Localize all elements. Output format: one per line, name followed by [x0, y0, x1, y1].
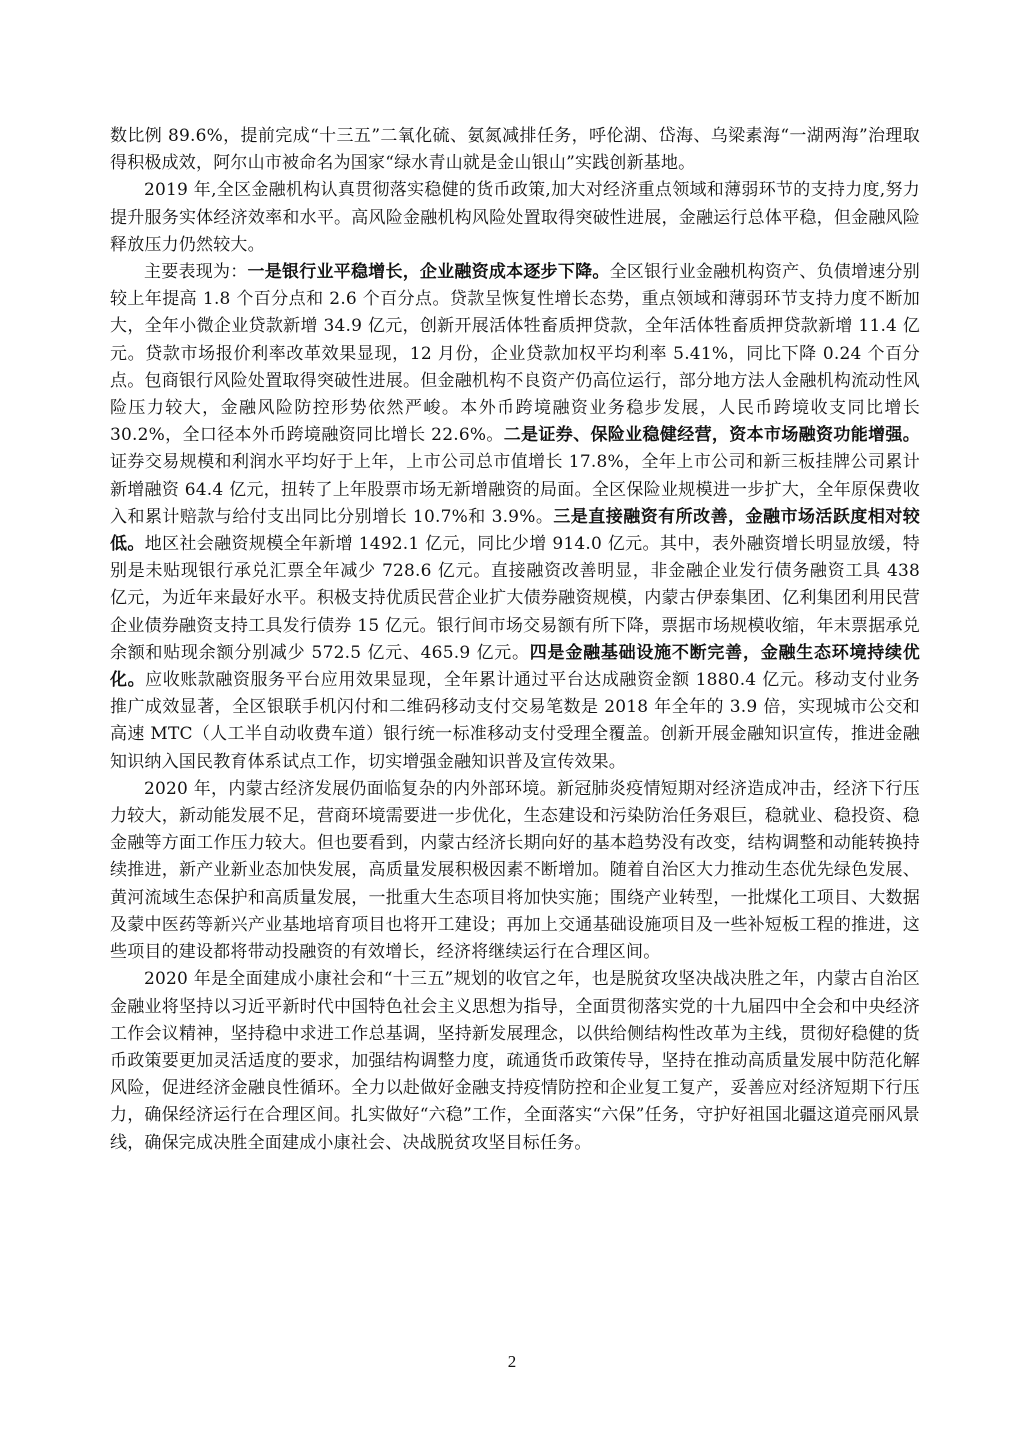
- body-text: 2020 年，内蒙古经济发展仍面临复杂的内外部环境。新冠肺炎疫情短期对经济造成冲击，经济下行压力较大，新动能发展不足，营商环境需要进一步优化，生态建设和污染防治任务艰巨，稳就业、稳投资、稳金融等方面工作压力较大。但也要看到，内蒙古经济长期向好的基本趋势没有改变，结构调整和动能转换持续推进，新产业新业态加快发展，高质量发展积极因素不断增加。随着自治区大力推动生态优先绿色发展、黄河流域生态保护和高质量发展，一批重大生态项目将加快实施；围绕产业转型，一批煤化工项目、大数据及蒙中医药等新兴产业基地培育项目也将开工建设；再加上交通基础设施项目及一些补短板工程的推进，这些项目的建设都将带动投融资的有效增长，经济将继续运行在合理区间。: [110, 778, 920, 963]
- paragraph: [110, 123, 920, 177]
- body-text: 证券交易规模和利润水平均好于上年，上市公司总市值增长 17.8%，全年上市公司和新三板挂牌公司累计新增融资 64.4 亿元，扭转了上年股票市场无新增融资的局面。全区保险业规模进一步扩大，全年原保费收入和累计赔款与给付支出同比分别增长 10.7%和 3.9%。: [110, 452, 920, 527]
- body-text: 2019 年,全区金融机构认真贯彻落实稳健的货币政策,加大对经济重点领域和薄弱环节的支持力度,努力提升服务实体经济效率和水平。高风险金融机构风险处置取得突破性进展，金融运行总体平稳，但金融风险释放压力仍然较大。: [110, 180, 920, 255]
- bold-heading-text: 三是直接融资有所改善，金融市场活跃度相对较低。: [110, 506, 920, 555]
- body-text: 应收账款融资服务平台应用效果显现，全年累计通过平台达成融资金额 1880.4 亿元。移动支付业务推广成效显著，全区银联手机闪付和二维码移动支付交易笔数是 2018 年全年的 3.9 倍，实现城市公交和高速 MTC（人工半自动收费车道）银行统一标准移动支付受理全覆盖。创新开展金融知识宣传，推进金融知识纳入国民教育体系试点工作，切实增强金融知识普及宣传效果。: [110, 670, 921, 772]
- paragraph: [110, 776, 920, 966]
- body-text: 全区银行业金融机构资产、负债增速分别较上年提高 1.8 个百分点和 2.6 个百分点。贷款呈恢复性增长态势，重点领域和薄弱环节支持力度不断加大，全年小微企业贷款新增 34.9 亿元，创新开展活体牲畜质押贷款，全年活体牲畜质押贷款新增 11.4 亿元。贷款市场报价利率改革效果显现，12 月份，企业贷款加权平均利率 5.41%，同比下降 0.24 个百分点。包商银行风险处置取得突破性进展。但金融机构不良资产仍高位运行，部分地方法人金融机构流动性风险压力较大，金融风险防控形势依然严峻。本外币跨境融资业务稳步发展，人民币跨境收支同比增长 30.2%，全口径本外币跨境融资同比增长 22.6%。: [110, 262, 921, 446]
- page-number: 2: [507, 1352, 517, 1371]
- body-text: 数比例 89.6%，提前完成“十三五”二氧化硫、氨氮减排任务，呼伦湖、岱海、乌梁素海“一湖两海”治理取得积极成效，阿尔山市被命名为国家“绿水青山就是金山银山”实践创新基地。: [110, 126, 920, 174]
- bold-heading-text: 一是银行业平稳增长，企业融资成本逐步下降。: [247, 262, 610, 283]
- body-text: 地区社会融资规模全年新增 1492.1 亿元，同比少增 914.0 亿元。其中，表外融资增长明显放缓，特别是未贴现银行承兑汇票全年减少 728.6 亿元。直接融资改善明显，非金融企业发行债务融资工具 438 亿元，为近年来最好水平。积极支持优质民营企业扩大债券融资规模，内蒙古伊泰集团、亿利集团利用民营企业债券融资支持工具发行债券 15 亿元。银行间市场交易额有所下降，票据市场规模收缩，年末票据承兑余额和贴现余额分别减少 572.5 亿元、465.9 亿元。: [110, 534, 920, 663]
- paragraph: [110, 259, 920, 776]
- bold-heading-text: 四是金融基础设施不断完善，金融生态环境持续优化。: [110, 642, 921, 691]
- document-body: [110, 123, 920, 1157]
- paragraph: [110, 966, 920, 1156]
- paragraph: [110, 177, 920, 259]
- body-text: 2020 年是全面建成小康社会和“十三五”规划的收官之年，也是脱贫攻坚决战决胜之年，内蒙古自治区金融业将坚持以习近平新时代中国特色社会主义思想为指导，全面贯彻落实党的十九届四中全会和中央经济工作会议精神，坚持稳中求进工作总基调，坚持新发展理念，以供给侧结构性改革为主线，贯彻好稳健的货币政策要更加灵活适度的要求，加强结构调整力度，疏通货币政策传导，坚持在推动高质量发展中防范化解风险，促进经济金融良性循环。全力以赴做好金融支持疫情防控和企业复工复产，妥善应对经济短期下行压力，确保经济运行在合理区间。扎实做好“六稳”工作，全面落实“六保”任务，守护好祖国北疆这道亮丽风景线，确保完成决胜全面建成小康社会、决战脱贫攻坚目标任务。: [110, 969, 920, 1153]
- body-text: 主要表现为：: [144, 262, 248, 283]
- bold-heading-text: 二是证券、保险业稳健经营，资本市场融资功能增强。: [503, 425, 920, 446]
- paragraph-list: [110, 123, 920, 1157]
